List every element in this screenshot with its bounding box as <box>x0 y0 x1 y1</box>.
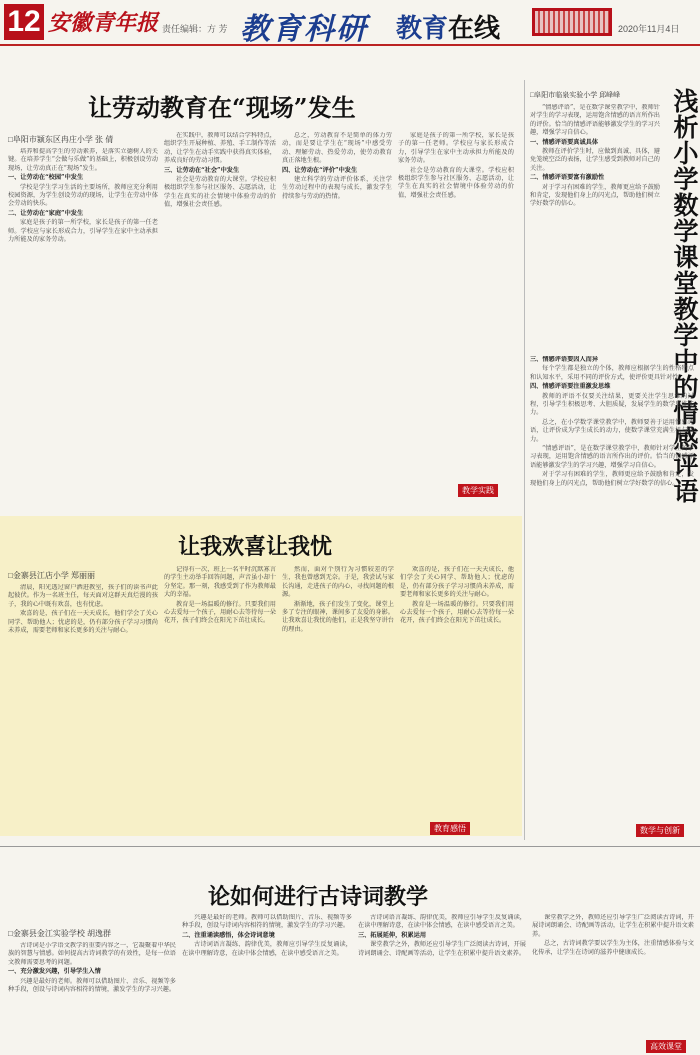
section-heading: 一、情感评语要真诚具体 <box>530 138 599 146</box>
paragraph: 总之，古诗词教学要以学生为主体，注重情感体验与文化传承，让学生在诗词的滋养中健康成长。 <box>532 940 694 956</box>
paragraph: 古诗词是小学语文教学的重要内容之一，它凝聚着中华民族的智慧与情感。如何提高古诗词教学的有效性，是每一位语文教师需要思考的问题。 <box>8 942 176 966</box>
editor-credit: 责任编辑：方 芳 <box>162 24 228 34</box>
paragraph: 课堂教学之外，教师还应引导学生广泛阅读古诗词，开展诗词朗诵会、诗配画等活动，让学生在积累中提升语文素养。 <box>532 914 694 938</box>
paragraph: “情感评语”，是在数学课堂教学中，教师针对学生的学习表现，运用饱含情感的语言所作出的评价。恰当的情感评语能够激发学生的学习兴趣，增强学习自信心。 <box>530 104 660 137</box>
paragraph: 清晨，阳光透过窗户洒进教室，孩子们的读书声此起彼伏。作为一名班主任，每天面对这群天真烂漫的孩子，我的心中既有欢喜，也有忧虑。 <box>8 584 158 608</box>
paragraph: 在实践中，教师可以结合学科特点，组织学生开展种植、养殖、手工制作等活动，让学生在动手实践中获得真实体验，养成良好的劳动习惯。 <box>164 132 276 165</box>
section-heading: 一、充分激发兴趣，引导学生入情 <box>8 968 101 976</box>
article3-tag: 高效课堂 <box>646 1040 686 1053</box>
paragraph: 记得有一次，班上一名平时沉默寡言的学生主动举手回答问题，声音虽小却十分坚定。那一刻，我感受到了作为教师最大的幸福。 <box>164 566 276 599</box>
article1-col1 <box>8 148 158 506</box>
article2-tag: 教育感悟 <box>430 822 470 835</box>
article1-col3 <box>282 132 392 506</box>
article3-col1 <box>8 942 176 1050</box>
article2-col3 <box>282 566 394 828</box>
section-heading: 四、让劳动在“评价”中发生 <box>282 166 358 174</box>
paragraph: “情感评语”，是在数学课堂教学中，教师针对学生的学习表现，运用饱含情感的语言所作出的评价。恰当的情感评语能够激发学生的学习兴趣，增强学习自信心。 <box>530 445 694 469</box>
paragraph: 总之，在小学数学课堂教学中，教师要善于运用情感评语，让评价成为学生成长的动力，使数学课堂充满生机与活力。 <box>530 418 694 443</box>
section-divider <box>0 846 700 847</box>
section-heading: 二、注重诵读感悟，体会诗词意境 <box>182 931 275 939</box>
column-title <box>396 8 500 45</box>
page-number: 12 <box>4 4 44 40</box>
paragraph: 社会是劳动教育的大课堂。学校应积极组织学生参与社区服务、志愿活动，让学生在真实的社会情境中体验劳动的价值，增强社会责任感。 <box>398 166 514 199</box>
paragraph: 学校是学生学习生活的主要场所，教师应充分利用校园资源，为学生创设劳动的现场，让学生在劳动中体会劳动的快乐。 <box>8 183 158 208</box>
paragraph: 教育是一场温暖的修行。只要我们用心去爱每一个孩子，用耐心去等待每一朵花开，孩子们终会在阳光下茁壮成长。 <box>164 600 276 625</box>
paragraph: 社会是劳动教育的大课堂。学校应积极组织学生参与社区服务、志愿活动，让学生在真实的社会情境中体验劳动的价值，增强社会责任感。 <box>164 176 276 209</box>
paragraph: 教育是一场温暖的修行。只要我们用心去爱每一个孩子，用耐心去等待每一朵花开，孩子们终会在阳光下茁壮成长。 <box>400 600 514 625</box>
paragraph: 欢喜的是，孩子们在一天天成长，他们学会了关心同学、帮助他人；忧虑的是，仍有部分孩子学习习惯尚未养成，需要老师和家长更多的关注与耐心。 <box>400 566 514 599</box>
section-heading: 一、让劳动在“校园”中发生 <box>8 174 84 182</box>
article4-byline: □阜阳市临泉实验小学 邱峰峰 <box>530 92 621 99</box>
section-heading: 三、拓展延伸，积累运用 <box>358 931 427 939</box>
section-heading: 二、情感评语要富有激励性 <box>530 174 605 182</box>
article3-col4 <box>532 914 694 1038</box>
article2-col4 <box>400 566 514 812</box>
paragraph: 教师在评价学生时，应做到真诚、具体，避免笼统空泛的表扬，让学生感受到教师对自己的关注。 <box>530 148 660 172</box>
column-title-part-a: 教育 <box>396 14 449 44</box>
column-title-calligraphy: 教育科研 <box>240 12 368 47</box>
article4-tag: 数学与创新 <box>636 824 684 837</box>
paragraph: 家庭是孩子的第一所学校，家长是孩子的第一任老师。学校应与家长形成合力，引导学生在家中主动承担力所能及的家务劳动。 <box>398 132 514 165</box>
article2-col1 <box>8 584 158 828</box>
paragraph: 古诗词语言凝练、韵律优美，教师应引导学生反复诵读，在读中理解诗意，在读中体会情感，在读中感受语言之美。 <box>358 914 526 930</box>
section-heading: 三、情感评语要因人而异 <box>530 356 599 363</box>
paragraph: 家庭是孩子的第一所学校，家长是孩子的第一任老师。学校应与家长形成合力，引导学生在家中主动承担力所能及的家务劳动。 <box>8 219 158 244</box>
paragraph: 建立科学的劳动评价体系，关注学生劳动过程中的表现与成长，激发学生持续参与劳动的热情。 <box>282 176 392 200</box>
section-heading: 二、让劳动在“家庭”中发生 <box>8 209 84 217</box>
article2-headline: 让我欢喜让我忧 <box>178 534 333 560</box>
paragraph: 欢喜的是，孩子们在一天天成长，他们学会了关心同学、帮助他人；忧虑的是，仍有部分孩子学习习惯尚未养成，需要老师和家长更多的关注与耐心。 <box>8 610 158 635</box>
article3-byline: □金寨县金江实验学校 胡逸群 <box>8 929 112 938</box>
article1-col4 <box>398 132 514 480</box>
paragraph: 兴趣是最好的老师。教师可以借助图片、音乐、视频等多种手段，创设与诗词内容相符的情境，激发学生的学习兴趣。 <box>8 977 176 994</box>
paragraph: 每个学生都是独立的个体，教师应根据学生的性格特点和认知水平，采用不同的评价方式，使评价更具针对性。 <box>530 365 694 381</box>
paragraph: 教师的评语不仅要关注结果，更要关注学生思维的过程，引导学生积极思考、大胆质疑，发展学生的数学思维能力。 <box>530 392 694 417</box>
publication-date: 2020年11月4日 <box>618 24 680 34</box>
paragraph: 然而，面对个别行为习惯较差的学生，我也曾感到无奈。于是，我尝试与家长沟通，走进孩子的内心，寻找问题的根源。 <box>282 566 394 599</box>
article3-col3 <box>358 914 526 1050</box>
article4-col1-top <box>530 104 660 354</box>
article1-col2 <box>164 132 276 506</box>
masthead <box>0 0 700 46</box>
article3-col2 <box>182 914 352 1050</box>
article1-headline: 让劳动教育在“现场”发生 <box>88 93 356 122</box>
article1-tag: 教学实践 <box>458 484 498 497</box>
column-title-part-b: 在线 <box>448 14 501 44</box>
paragraph: 对于学习有困难的学生，教师更应给予鼓励和肯定，发现他们身上的闪光点，帮助他们树立学好数学的信心。 <box>530 183 660 208</box>
paragraph: 总之，劳动教育不是简单的体力劳动，而是要让学生在“现场”中感受劳动、理解劳动、热爱劳动，使劳动教育真正落地生根。 <box>282 132 392 165</box>
paragraph: 对于学习有困难的学生，教师更应给予鼓励和肯定，发现他们身上的闪光点，帮助他们树立学好数学的信心。 <box>530 471 694 487</box>
article2-byline: □金寨县江店小学 郑丽丽 <box>8 571 96 580</box>
article4-col1-bottom <box>530 356 694 826</box>
section-heading: 三、让劳动在“社会”中发生 <box>164 166 240 174</box>
paragraph: 课堂教学之外，教师还应引导学生广泛阅读古诗词，开展诗词朗诵会、诗配画等活动，让学生在积累中提升语文素养。 <box>358 941 526 957</box>
masthead-logo-pattern <box>535 11 609 33</box>
section-heading: 四、情感评语要注重激发思维 <box>530 383 611 391</box>
paragraph: 兴趣是最好的老师。教师可以借助图片、音乐、视频等多种手段，创设与诗词内容相符的情境，激发学生的学习兴趣。 <box>182 914 352 930</box>
paragraph: 培养和提高学生的劳动素养，是落实立德树人的关键。在培养学生“会做与乐做”的基础上，积极创设劳动现场，让劳动真正在“现场”发生。 <box>8 148 158 172</box>
masthead-logo-box <box>532 8 612 36</box>
article1-byline: □阜阳市颍东区冉庄小学 张 倩 <box>8 135 114 144</box>
article2-col2 <box>164 566 276 828</box>
article4-headline: 浅析小学数学课堂教学中的情感评语 <box>670 88 699 504</box>
column-divider <box>524 80 525 840</box>
newspaper-name: 安徽青年报 <box>48 10 159 36</box>
paragraph: 渐渐地，孩子们发生了变化，课堂上多了专注的眼神，课间多了友爱的身影。让我欢喜让我忧的他们，正是我坚守讲台的理由。 <box>282 600 394 633</box>
article3-headline: 论如何进行古诗词教学 <box>208 884 429 910</box>
paragraph: 古诗词语言凝练、韵律优美，教师应引导学生反复诵读，在读中理解诗意，在读中体会情感，在读中感受语言之美。 <box>182 941 352 957</box>
